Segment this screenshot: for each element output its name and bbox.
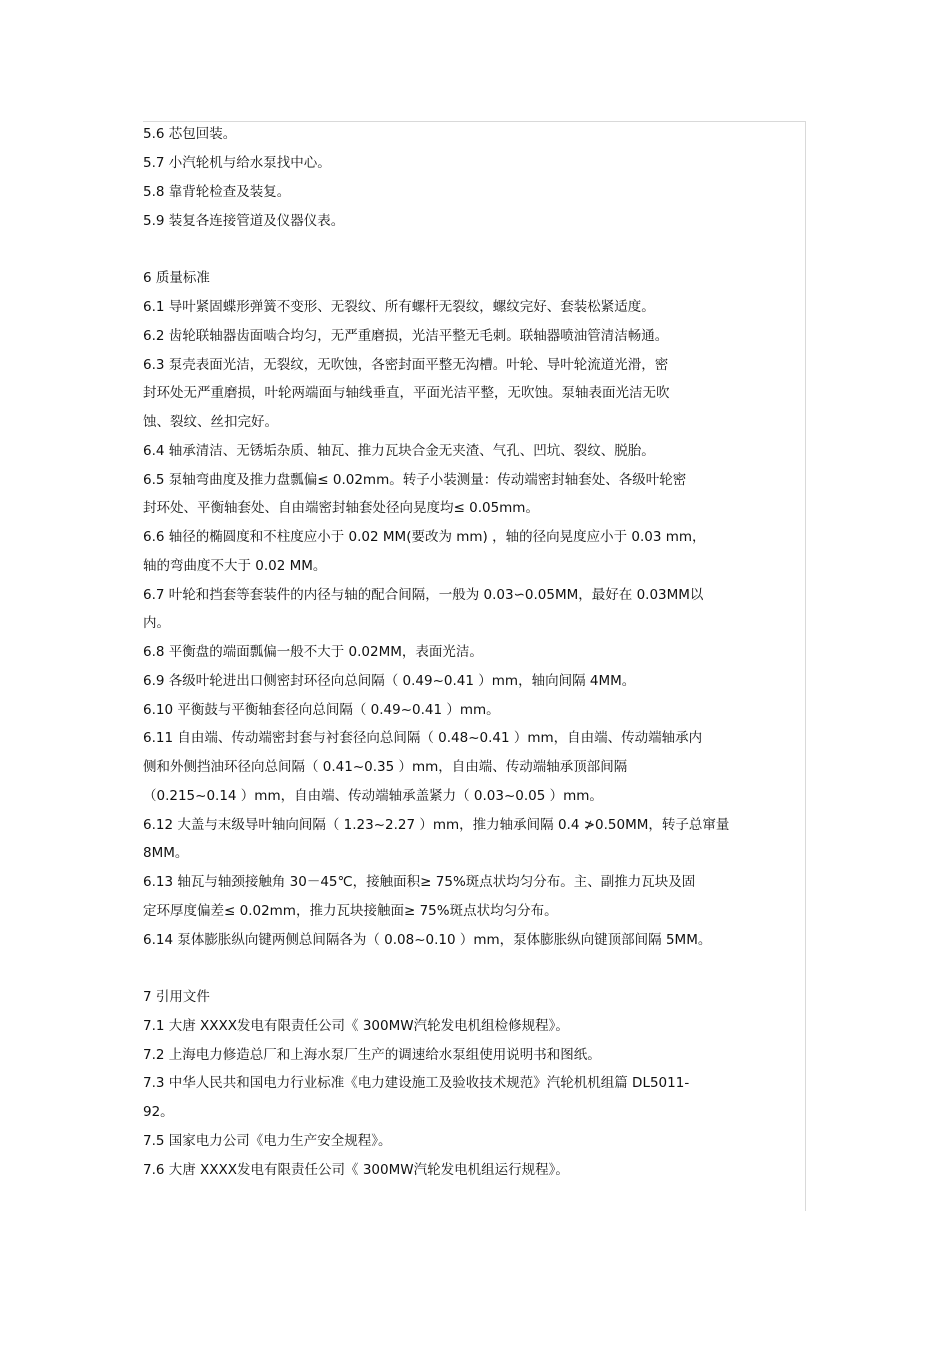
section-heading-7: 7 引用文件: [143, 989, 210, 1005]
item-6-6: 6.6 轴径的椭圆度和不柱度应小于 0.02 MM(要改为 mm) ，轴的径向晃度应小于 0.03 mm，: [143, 529, 706, 545]
item-6-3-cont: 封环处无严重磨损，叶轮两端面与轴线垂直，平面光洁平整，无吹蚀。泵轴表面光洁无吹: [143, 385, 670, 401]
item-6-12: 6.12 大盖与末级导叶轴向间隔（ 1.23~2.27 ）mm，推力轴承间隔 0.4 ≯0.50MM，转子总窜量: [143, 817, 730, 833]
item-7-2: 7.2 上海电力修造总厂和上海水泵厂生产的调速给水泵组使用说明书和图纸。: [143, 1047, 601, 1063]
item-7-6: 7.6 大唐 XXXX发电有限责任公司《 300MW汽轮发电机组运行规程》。: [143, 1162, 569, 1178]
item-6-7-cont: 内。: [143, 615, 170, 631]
item-6-9: 6.9 各级叶轮进出口侧密封环径向总间隔（ 0.49~0.41 ）mm，轴向间隔 4MM。: [143, 673, 636, 689]
item-5-6: 5.6 芯包回装。: [143, 126, 237, 142]
item-5-7: 5.7 小汽轮机与给水泵找中心。: [143, 155, 331, 171]
item-6-13: 6.13 轴瓦与轴颈接触角 30－45℃，接触面积≥ 75%斑点状均匀分布。主、副推力瓦块及固: [143, 874, 696, 890]
item-7-5: 7.5 国家电力公司《电力生产安全规程》。: [143, 1133, 392, 1149]
item-6-7: 6.7 叶轮和挡套等套装件的内径与轴的配合间隔，一般为 0.03∽0.05MM，最好在 0.03MM以: [143, 587, 704, 603]
item-6-11: 6.11 自由端、传动端密封套与衬套径向总间隔（ 0.48~0.41 ）mm，自由端、传动端轴承内: [143, 730, 703, 746]
item-6-10: 6.10 平衡鼓与平衡轴套径向总间隔（ 0.49~0.41 ）mm。: [143, 702, 500, 718]
item-6-12-cont: 8MM。: [143, 845, 189, 861]
item-7-3: 7.3 中华人民共和国电力行业标准《电力建设施工及验收技术规范》汽轮机机组篇 DL5011-: [143, 1075, 690, 1091]
item-6-11-cont: 侧和外侧挡油环径向总间隔（ 0.41~0.35 ）mm，自由端、传动端轴承顶部间隔: [143, 759, 628, 775]
item-6-5: 6.5 泵轴弯曲度及推力盘瓢偏≤ 0.02mm。转子小装测量：传动端密封轴套处、各级叶轮密: [143, 472, 687, 488]
item-6-5-cont: 封环处、平衡轴套处、自由端密封轴套处径向晃度均≤ 0.05mm。: [143, 500, 539, 516]
item-6-4: 6.4 轴承清洁、无锈垢杂质、轴瓦、推力瓦块合金无夹渣、气孔、凹坑、裂纹、脱胎。: [143, 443, 655, 459]
item-5-8: 5.8 靠背轮检查及装复。: [143, 184, 291, 200]
item-6-8: 6.8 平衡盘的端面瓢偏一般不大于 0.02MM，表面光洁。: [143, 644, 483, 660]
item-6-14: 6.14 泵体膨胀纵向键两侧总间隔各为（ 0.08~0.10 ）mm，泵体膨胀纵向键顶部间隔 5MM。: [143, 932, 712, 948]
item-6-3-cont: 蚀、裂纹、丝扣完好。: [143, 414, 278, 430]
section-heading-6: 6 质量标准: [143, 270, 210, 286]
item-5-9: 5.9 装复各连接管道及仪器仪表。: [143, 213, 345, 229]
item-6-3: 6.3 泵壳表面光洁，无裂纹，无吹蚀，各密封面平整无沟槽。叶轮、导叶轮流道光滑，密: [143, 357, 669, 373]
item-6-13-cont: 定环厚度偏差≤ 0.02mm，推力瓦块接触面≥ 75%斑点状均匀分布。: [143, 903, 558, 919]
item-6-11-cont: （0.215~0.14 ）mm，自由端、传动端轴承盖紧力（ 0.03~0.05 ）mm。: [143, 788, 603, 804]
item-7-1: 7.1 大唐 XXXX发电有限责任公司《 300MW汽轮发电机组检修规程》。: [143, 1018, 569, 1034]
item-7-3-cont: 92。: [143, 1104, 174, 1120]
item-6-6-cont: 轴的弯曲度不大于 0.02 MM。: [143, 558, 327, 574]
item-6-2: 6.2 齿轮联轴器齿面啮合均匀，无严重磨损，光洁平整无毛刺。联轴器喷油管清洁畅通。: [143, 328, 669, 344]
item-6-1: 6.1 导叶紧固蝶形弹簧不变形、无裂纹、所有螺杆无裂纹，螺纹完好、套装松紧适度。: [143, 299, 655, 315]
